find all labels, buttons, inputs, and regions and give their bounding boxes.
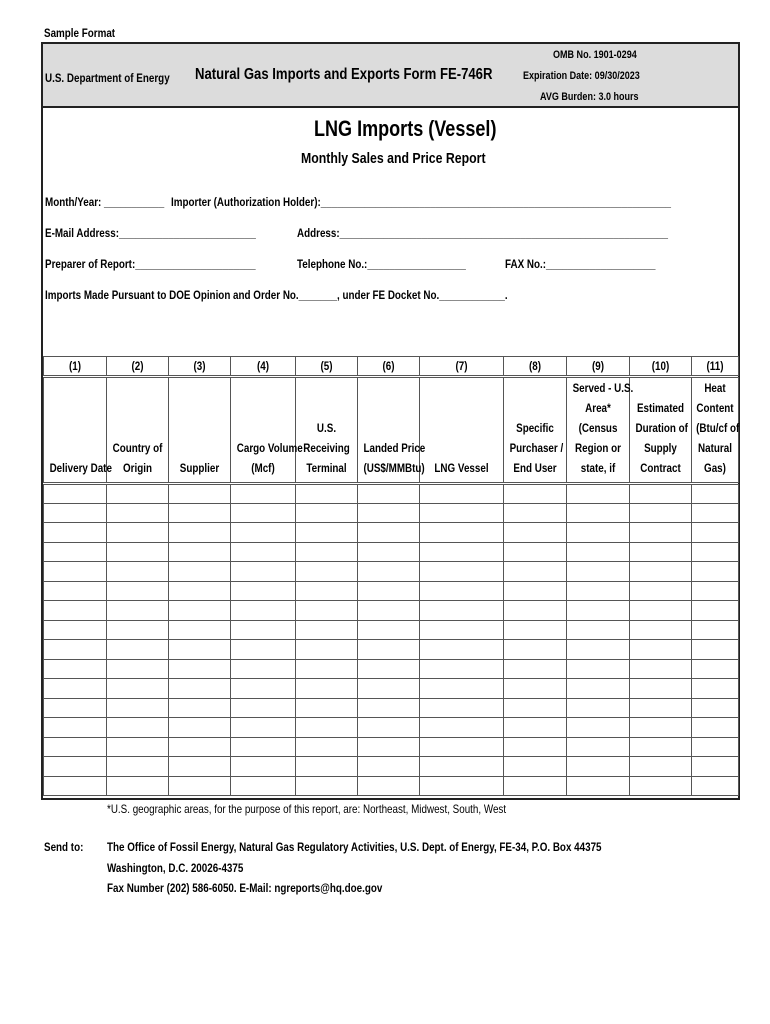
table-cell[interactable] [169, 679, 231, 699]
table-cell[interactable] [630, 484, 692, 504]
table-cell[interactable] [44, 737, 107, 757]
address-field[interactable]: Address:____________________________________________________________ [297, 226, 669, 240]
table-cell[interactable] [231, 776, 296, 796]
footnote: *U.S. geographic areas, for the purpose of this report, are: Northeast, Midwest, South, West [107, 802, 507, 816]
page-title: LNG Imports (Vessel) [314, 116, 497, 141]
table-row [44, 562, 739, 582]
table-cell[interactable] [567, 698, 630, 718]
send-to-line: The Office of Fossil Energy, Natural Gas Regulatory Activities, U.S. Dept. of Energy, FE-34, P.O. Box 44375 [107, 840, 602, 854]
table-cell[interactable] [630, 718, 692, 738]
table-row [44, 737, 739, 757]
table-cell[interactable] [169, 581, 231, 601]
table-cell[interactable] [107, 718, 169, 738]
table-cell[interactable] [420, 679, 504, 699]
table-cell[interactable] [420, 620, 504, 640]
table-cell[interactable] [630, 776, 692, 796]
table-cell[interactable] [420, 718, 504, 738]
table-cell[interactable] [420, 601, 504, 621]
table-row [44, 640, 739, 660]
table-cell[interactable] [44, 581, 107, 601]
table-cell[interactable] [169, 659, 231, 679]
table-cell[interactable] [567, 581, 630, 601]
table-cell[interactable] [504, 581, 567, 601]
table-cell[interactable] [420, 776, 504, 796]
table-cell[interactable] [231, 562, 296, 582]
table-cell[interactable] [420, 659, 504, 679]
table-cell[interactable] [420, 484, 504, 504]
table-cell[interactable] [107, 679, 169, 699]
table-cell[interactable] [107, 698, 169, 718]
table-cell[interactable] [231, 640, 296, 660]
table-cell[interactable] [630, 679, 692, 699]
table-cell[interactable] [358, 640, 420, 660]
table-cell[interactable] [358, 757, 420, 777]
table-cell[interactable] [567, 542, 630, 562]
table-cell[interactable] [567, 757, 630, 777]
table-cell[interactable] [420, 523, 504, 543]
table-cell[interactable] [44, 562, 107, 582]
table-row [44, 698, 739, 718]
email-field[interactable]: E-Mail Address:_________________________ [45, 226, 256, 240]
table-cell[interactable] [692, 718, 739, 738]
table-cell[interactable] [44, 503, 107, 523]
table-cell[interactable] [44, 659, 107, 679]
column-number-row [44, 357, 739, 377]
table-cell[interactable] [420, 737, 504, 757]
table-cell[interactable] [692, 542, 739, 562]
column-header: Delivery Date [44, 377, 107, 484]
table-cell[interactable] [630, 523, 692, 543]
table-cell[interactable] [231, 718, 296, 738]
table-row [44, 757, 739, 777]
table-cell[interactable] [630, 562, 692, 582]
table-cell[interactable] [296, 679, 358, 699]
table-row [44, 503, 739, 523]
table-cell[interactable] [296, 523, 358, 543]
table-row [44, 601, 739, 621]
table-cell[interactable] [231, 679, 296, 699]
table-cell[interactable] [692, 620, 739, 640]
table-cell[interactable] [358, 718, 420, 738]
table-cell[interactable] [692, 737, 739, 757]
table-cell[interactable] [630, 581, 692, 601]
avg-burden: AVG Burden: 3.0 hours [540, 91, 639, 103]
table-cell[interactable] [630, 640, 692, 660]
table-cell[interactable] [420, 581, 504, 601]
importer-field[interactable]: Importer (Authorization Holder):________________________________________________________________ [171, 195, 672, 209]
table-cell[interactable] [296, 601, 358, 621]
table-row [44, 581, 739, 601]
table-cell[interactable] [630, 542, 692, 562]
table-cell[interactable] [358, 503, 420, 523]
table-cell[interactable] [296, 698, 358, 718]
table-cell[interactable] [504, 659, 567, 679]
table-cell[interactable] [567, 484, 630, 504]
table-cell[interactable] [630, 757, 692, 777]
table-cell[interactable] [231, 659, 296, 679]
sample-format-label: Sample Format [44, 26, 116, 40]
table-cell[interactable] [504, 620, 567, 640]
table-cell[interactable] [358, 659, 420, 679]
table-cell[interactable] [107, 581, 169, 601]
table-cell[interactable] [358, 581, 420, 601]
table-cell[interactable] [296, 718, 358, 738]
column-number: (3) [169, 357, 231, 377]
column-header: Supplier [169, 377, 231, 484]
table-cell[interactable] [231, 737, 296, 757]
table-cell[interactable] [504, 640, 567, 660]
table-cell[interactable] [630, 698, 692, 718]
table-row [44, 484, 739, 504]
column-number: (8) [504, 357, 567, 377]
table-cell[interactable] [169, 776, 231, 796]
table-cell[interactable] [169, 757, 231, 777]
table-cell[interactable] [692, 698, 739, 718]
table-cell[interactable] [420, 542, 504, 562]
month-year-field[interactable]: Month/Year: ___________ [45, 195, 165, 209]
table-cell[interactable] [358, 679, 420, 699]
table-cell[interactable] [107, 757, 169, 777]
table-cell[interactable] [358, 698, 420, 718]
table-cell[interactable] [358, 601, 420, 621]
table-cell[interactable] [504, 562, 567, 582]
table-cell[interactable] [420, 562, 504, 582]
table-cell[interactable] [504, 503, 567, 523]
table-cell[interactable] [358, 737, 420, 757]
column-number: (6) [358, 357, 420, 377]
table-cell[interactable] [44, 620, 107, 640]
form-title: Natural Gas Imports and Exports Form FE-746R [195, 66, 493, 83]
table-cell[interactable] [169, 562, 231, 582]
column-number: (1) [44, 357, 107, 377]
column-number: (2) [107, 357, 169, 377]
table-cell[interactable] [169, 737, 231, 757]
fax-field[interactable]: FAX No.:____________________ [505, 257, 656, 271]
telephone-field[interactable]: Telephone No.:__________________ [297, 257, 466, 271]
table-cell[interactable] [420, 640, 504, 660]
table-cell[interactable] [692, 562, 739, 582]
table-cell[interactable] [567, 776, 630, 796]
send-to-line: Washington, D.C. 20026-4375 [107, 861, 244, 875]
table-cell[interactable] [692, 581, 739, 601]
table-cell[interactable] [504, 737, 567, 757]
table-cell[interactable] [420, 698, 504, 718]
column-number: (5) [296, 357, 358, 377]
table-row [44, 776, 739, 796]
table-cell[interactable] [107, 737, 169, 757]
table-cell[interactable] [169, 503, 231, 523]
table-cell[interactable] [44, 698, 107, 718]
table-cell[interactable] [107, 484, 169, 504]
table-cell[interactable] [504, 542, 567, 562]
table-cell[interactable] [358, 523, 420, 543]
table-cell[interactable] [358, 620, 420, 640]
column-header: Country of Origin [107, 377, 169, 484]
preparer-field[interactable]: Preparer of Report:______________________ [45, 257, 256, 271]
page-subtitle: Monthly Sales and Price Report [301, 150, 486, 167]
form-frame [41, 42, 740, 800]
lng-imports-table [43, 356, 739, 796]
table-cell[interactable] [107, 562, 169, 582]
table-cell[interactable] [107, 640, 169, 660]
table-cell[interactable] [692, 679, 739, 699]
table-cell[interactable] [358, 776, 420, 796]
table-cell[interactable] [44, 640, 107, 660]
table-cell[interactable] [296, 562, 358, 582]
table-cell[interactable] [44, 601, 107, 621]
table-cell[interactable] [169, 620, 231, 640]
table-cell[interactable] [692, 659, 739, 679]
table-cell[interactable] [169, 640, 231, 660]
table-cell[interactable] [107, 659, 169, 679]
department-name: U.S. Department of Energy [45, 71, 170, 85]
table-cell[interactable] [169, 542, 231, 562]
table-cell[interactable] [358, 542, 420, 562]
table-cell[interactable] [692, 523, 739, 543]
column-number: (4) [231, 357, 296, 377]
table-cell[interactable] [567, 737, 630, 757]
table-cell[interactable] [692, 503, 739, 523]
table-cell[interactable] [44, 757, 107, 777]
table-cell[interactable] [231, 523, 296, 543]
table-cell[interactable] [567, 679, 630, 699]
column-number: (11) [692, 357, 739, 377]
table-cell[interactable] [231, 542, 296, 562]
column-header: LNG Vessel [420, 377, 504, 484]
table-cell[interactable] [169, 698, 231, 718]
table-cell[interactable] [44, 679, 107, 699]
table-cell[interactable] [231, 620, 296, 640]
table-cell[interactable] [630, 601, 692, 621]
table-cell[interactable] [296, 757, 358, 777]
table-row [44, 718, 739, 738]
table-cell[interactable] [44, 484, 107, 504]
imports-pursuant-field[interactable]: Imports Made Pursuant to DOE Opinion and Order No._______, under FE Docket No.____________. [45, 288, 508, 302]
table-cell[interactable] [296, 542, 358, 562]
table-cell[interactable] [296, 776, 358, 796]
column-header: U.S. Receiving Terminal [296, 377, 358, 484]
table-cell[interactable] [169, 601, 231, 621]
column-header: Landed Price (US$/MMBtu) [358, 377, 420, 484]
table-cell[interactable] [231, 757, 296, 777]
column-header: Estimated Duration of Supply Contract [630, 377, 692, 484]
table-cell[interactable] [567, 620, 630, 640]
table-cell[interactable] [231, 581, 296, 601]
column-header: Cargo Volume (Mcf) [231, 377, 296, 484]
table-cell[interactable] [504, 679, 567, 699]
table-cell[interactable] [231, 601, 296, 621]
send-to-label: Send to: [44, 840, 84, 854]
table-cell[interactable] [169, 523, 231, 543]
table-cell[interactable] [296, 581, 358, 601]
table-cell[interactable] [231, 484, 296, 504]
table-cell[interactable] [692, 484, 739, 504]
table-cell[interactable] [420, 503, 504, 523]
table-row [44, 620, 739, 640]
table-cell[interactable] [567, 562, 630, 582]
table-cell[interactable] [296, 503, 358, 523]
table-cell[interactable] [231, 698, 296, 718]
table-cell[interactable] [630, 659, 692, 679]
table-cell[interactable] [567, 503, 630, 523]
table-cell[interactable] [567, 659, 630, 679]
table-cell[interactable] [107, 542, 169, 562]
table-cell[interactable] [567, 523, 630, 543]
table-cell[interactable] [504, 718, 567, 738]
column-header-row [44, 377, 739, 484]
column-header: Served - U.S. Area* (Census Region or state, if [567, 377, 630, 484]
omb-number: OMB No. 1901-0294 [553, 49, 637, 61]
table-cell[interactable] [107, 523, 169, 543]
table-cell[interactable] [44, 718, 107, 738]
column-number: (7) [420, 357, 504, 377]
form-header [43, 44, 738, 108]
table-row [44, 659, 739, 679]
send-to-line: Fax Number (202) 586-6050. E-Mail: ngreports@hq.doe.gov [107, 881, 383, 895]
table-cell[interactable] [296, 737, 358, 757]
table-cell[interactable] [567, 601, 630, 621]
column-number: (10) [630, 357, 692, 377]
table-cell[interactable] [296, 620, 358, 640]
table-cell[interactable] [231, 503, 296, 523]
table-cell[interactable] [44, 776, 107, 796]
table-row [44, 523, 739, 543]
table-cell[interactable] [630, 503, 692, 523]
table-cell[interactable] [692, 776, 739, 796]
table-cell[interactable] [504, 698, 567, 718]
table-cell[interactable] [107, 601, 169, 621]
table-cell[interactable] [358, 484, 420, 504]
column-number: (9) [567, 357, 630, 377]
table-cell[interactable] [630, 737, 692, 757]
table-cell[interactable] [692, 757, 739, 777]
table-cell[interactable] [504, 601, 567, 621]
table-row [44, 679, 739, 699]
table-cell[interactable] [692, 640, 739, 660]
table-cell[interactable] [567, 718, 630, 738]
column-header: Heat Content (Btu/cf of Natural Gas) [692, 377, 739, 484]
table-cell[interactable] [107, 776, 169, 796]
table-cell[interactable] [44, 542, 107, 562]
table-cell[interactable] [107, 620, 169, 640]
table-cell[interactable] [107, 503, 169, 523]
table-cell[interactable] [692, 601, 739, 621]
table-cell[interactable] [169, 718, 231, 738]
table-cell[interactable] [504, 776, 567, 796]
table-cell[interactable] [44, 523, 107, 543]
table-cell[interactable] [630, 620, 692, 640]
table-cell[interactable] [504, 484, 567, 504]
table-row [44, 542, 739, 562]
table-cell[interactable] [296, 484, 358, 504]
expiration-date: Expiration Date: 09/30/2023 [523, 70, 640, 82]
table-cell[interactable] [358, 562, 420, 582]
table-cell[interactable] [420, 757, 504, 777]
table-cell[interactable] [504, 523, 567, 543]
table-cell[interactable] [296, 659, 358, 679]
table-cell[interactable] [169, 484, 231, 504]
table-cell[interactable] [504, 757, 567, 777]
column-header: Specific Purchaser / End User [504, 377, 567, 484]
table-cell[interactable] [296, 640, 358, 660]
table-cell[interactable] [567, 640, 630, 660]
